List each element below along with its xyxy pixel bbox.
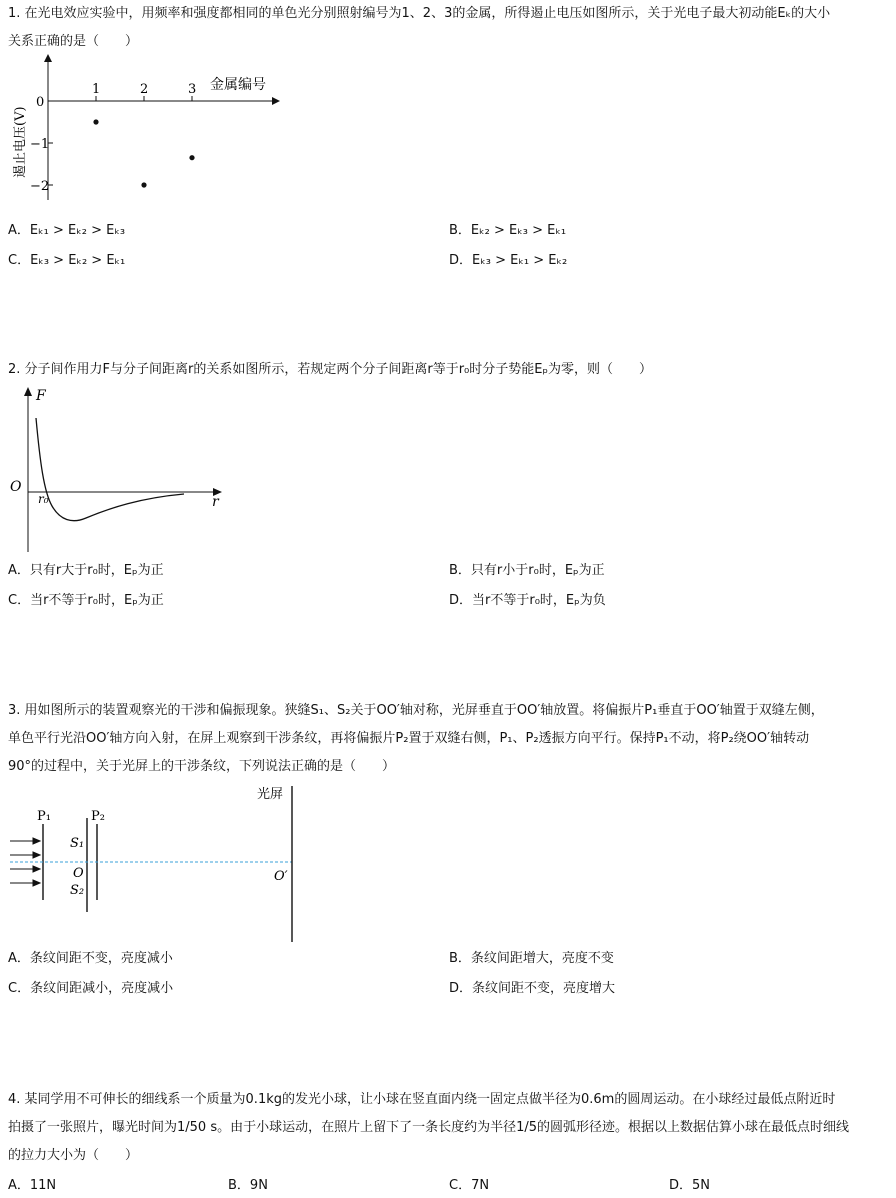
q2-force-curve	[36, 418, 184, 521]
q1-y-tick-label-1: −1	[30, 137, 50, 152]
question-3-stem-line-2: 单色平行光沿OO′轴方向入射，在屏上观察到干涉条纹，再将偏振片P₂置于双缝右侧，P₁、P₂透振方向平行。保持P₁不动，将P₂绕OO′轴转动	[8, 731, 810, 746]
q3-s2-label: S₂	[70, 883, 85, 898]
q3-screen-label: 光屏	[257, 787, 284, 802]
q1-option-c[interactable]: C．Eₖ₃ > Eₖ₂ > Eₖ₁	[8, 253, 126, 268]
q2-origin-label: O	[10, 479, 22, 495]
q2-y-axis-label: F	[36, 388, 46, 404]
q3-interference-apparatus-figure	[0, 782, 310, 946]
q3-o-prime-label: O′	[274, 869, 288, 884]
question-3	[8, 697, 888, 781]
q1-data-point-2	[141, 182, 146, 187]
q2-y-axis-arrow	[24, 387, 32, 396]
q4-option-d[interactable]: D．5N	[669, 1178, 711, 1193]
q2-option-c[interactable]: C．当r不等于r₀时，Eₚ为正	[8, 593, 164, 608]
q1-x-axis-label: 金属编号	[210, 77, 266, 93]
q4-option-a[interactable]: A．11N	[8, 1178, 57, 1193]
question-2	[8, 356, 888, 384]
q4-option-c[interactable]: C．7N	[449, 1178, 490, 1193]
q2-option-b[interactable]: B．只有r小于r₀时，Eₚ为正	[449, 563, 605, 578]
q4-option-b[interactable]: B．9N	[228, 1178, 268, 1193]
q3-option-c[interactable]: C．条纹间距减小，亮度减小	[8, 981, 174, 996]
question-4-stem-line-1: 4. 某同学用不可伸长的细线系一个质量为0.1kg的发光小球，让小球在竖直面内绕一固定点做半径为0.6m的圆周运动。在小球经过最低点附近时	[8, 1092, 836, 1107]
q1-data-point-1	[93, 119, 98, 124]
q3-option-d[interactable]: D．条纹间距不变，亮度增大	[449, 981, 616, 996]
question-2-stem: 2. 分子间作用力F与分子间距离r的关系如图所示，若规定两个分子间距离r等于r₀时分子势能Eₚ为零，则（ ）	[8, 362, 653, 377]
q2-option-d[interactable]: D．当r不等于r₀时，Eₚ为负	[449, 593, 606, 608]
q1-x-axis-arrow	[272, 97, 280, 105]
question-1	[8, 0, 888, 56]
q3-s1-label: S₁	[70, 836, 85, 851]
q1-y-tick-label-2: −2	[30, 179, 50, 194]
q1-y-axis-label: 遏止电压(V)	[13, 106, 28, 178]
q1-x-tick-label-1: 1	[92, 82, 101, 97]
q1-option-b[interactable]: B．Eₖ₂ > Eₖ₃ > Eₖ₁	[449, 223, 567, 238]
q1-stopping-voltage-chart	[0, 50, 300, 220]
q3-option-a[interactable]: A．条纹间距不变，亮度减小	[8, 951, 173, 966]
q1-data-point-3	[189, 155, 194, 160]
q2-x-axis-label: r	[212, 494, 219, 510]
q1-x-tick-label-2: 2	[140, 82, 149, 97]
q3-option-b[interactable]: B．条纹间距增大，亮度不变	[449, 951, 614, 966]
q3-p2-label: P₂	[91, 809, 105, 824]
question-4	[8, 1086, 888, 1170]
q3-o-label: O	[73, 866, 84, 881]
q1-option-d[interactable]: D．Eₖ₃ > Eₖ₁ > Eₖ₂	[449, 253, 568, 268]
question-3-stem-line-3: 90°的过程中，关于光屏上的干涉条纹，下列说法正确的是（ ）	[8, 759, 396, 774]
q1-y-tick-label-0: 0	[36, 95, 45, 110]
question-1-stem-line-1: 1. 在光电效应实验中，用频率和强度都相同的单色光分别照射编号为1、2、3的金属，所得遏止电压如图所示，关于光电子最大初动能Eₖ的大小	[8, 6, 831, 21]
q1-x-tick-label-3: 3	[188, 82, 197, 97]
q1-option-a[interactable]: A．Eₖ₁ > Eₖ₂ > Eₖ₃	[8, 223, 126, 238]
question-4-stem-line-3: 的拉力大小为（ ）	[8, 1148, 139, 1163]
question-1-stem-line-2: 关系正确的是（ ）	[8, 34, 139, 49]
question-4-stem-line-2: 拍摄了一张照片，曝光时间为1/50 s。由于小球运动，在照片上留下了一条长度约为半径1/5的圆弧形径迹。根据以上数据估算小球在最低点时细线	[8, 1120, 850, 1135]
q2-option-a[interactable]: A．只有r大于r₀时，Eₚ为正	[8, 563, 164, 578]
q2-r0-label: r₀	[38, 492, 49, 506]
q1-y-axis-arrow	[44, 54, 52, 62]
q2-force-distance-figure	[0, 384, 240, 556]
question-3-stem-line-1: 3. 用如图所示的装置观察光的干涉和偏振现象。狭缝S₁、S₂关于OO′轴对称，光屏垂直于OO′轴放置。将偏振片P₁垂直于OO′轴置于双缝左侧，	[8, 703, 824, 718]
q3-p1-label: P₁	[37, 809, 51, 824]
